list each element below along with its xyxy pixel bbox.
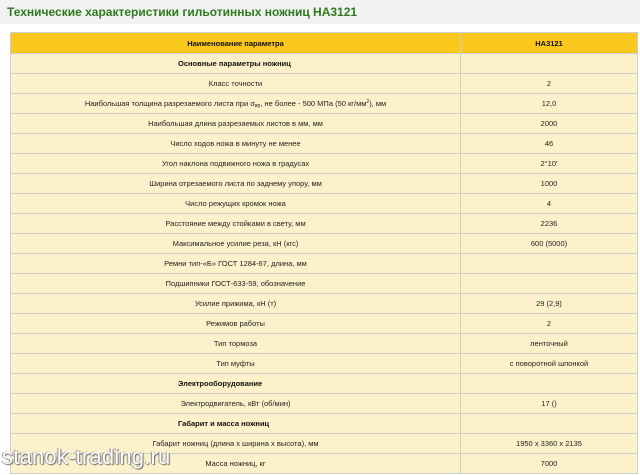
param-name-part: , не более - 500 МПа (50 кг/мм bbox=[260, 99, 367, 108]
param-name: Подшипники ГОСТ-633-59, обозначение bbox=[11, 274, 461, 294]
section-title: Габарит и масса ножниц bbox=[11, 414, 461, 434]
param-value: 2 bbox=[461, 74, 638, 94]
section-row-main-params bbox=[11, 54, 638, 74]
spec-table bbox=[10, 32, 638, 474]
param-name: Ремни тип-«Б» ГОСТ 1284-67, длина, мм bbox=[11, 254, 461, 274]
param-value: ленточный bbox=[461, 334, 638, 354]
table-row bbox=[11, 94, 638, 114]
table-row bbox=[11, 314, 638, 334]
table-row bbox=[11, 274, 638, 294]
table-row bbox=[11, 294, 638, 314]
param-name-part: Наибольшая толщина разрезаемого листа при σ bbox=[84, 99, 255, 108]
param-name: Максимальное усилие реза, кН (кгс) bbox=[11, 234, 461, 254]
table-row bbox=[11, 74, 638, 94]
section-title: Основные параметры ножниц bbox=[11, 54, 461, 74]
table-row bbox=[11, 114, 638, 134]
param-name: Тип тормоза bbox=[11, 334, 461, 354]
table-row bbox=[11, 174, 638, 194]
watermark: stanok-trading.ru bbox=[2, 444, 171, 469]
param-value: 29 (2,9) bbox=[461, 294, 638, 314]
param-name: Расстояние между стойками в свету, мм bbox=[11, 214, 461, 234]
param-value: 2236 bbox=[461, 214, 638, 234]
param-value bbox=[461, 254, 638, 274]
param-name: Число режущих кромок ножа bbox=[11, 194, 461, 214]
param-name-subscript: вр bbox=[254, 103, 261, 109]
param-name: Режимов работы bbox=[11, 314, 461, 334]
param-value: 46 bbox=[461, 134, 638, 154]
table-row bbox=[11, 134, 638, 154]
param-value: 7000 bbox=[461, 454, 638, 474]
param-name: Усилие прижима, кН (т) bbox=[11, 294, 461, 314]
param-name-part: ), мм bbox=[369, 99, 387, 108]
title-bar bbox=[0, 0, 640, 24]
table-header-row bbox=[11, 33, 638, 54]
table-row bbox=[11, 194, 638, 214]
param-value: 12,0 bbox=[461, 94, 638, 114]
param-value: с поворотной шпонкой bbox=[461, 354, 638, 374]
table-row bbox=[11, 154, 638, 174]
param-name: Тип муфты bbox=[11, 354, 461, 374]
table-row bbox=[11, 254, 638, 274]
table-row bbox=[11, 354, 638, 374]
header-parameter-name: Наименование параметра bbox=[11, 33, 461, 54]
table-row bbox=[11, 214, 638, 234]
param-value: 600 (5000) bbox=[461, 234, 638, 254]
param-name: Габарит ножниц (длина х ширина х высота), мм bbox=[11, 434, 461, 454]
param-name bbox=[11, 94, 461, 114]
param-value bbox=[461, 274, 638, 294]
param-name: Электродвигатель, кВт (об/мин) bbox=[11, 394, 461, 414]
section-value-empty bbox=[461, 54, 638, 74]
param-name-superscript: 2 bbox=[366, 99, 370, 105]
param-name: Угол наклона подвижного ножа в градусах bbox=[11, 154, 461, 174]
param-value: 4 bbox=[461, 194, 638, 214]
section-row-dimensions bbox=[11, 414, 638, 434]
param-name: Масса ножниц, кг bbox=[11, 454, 461, 474]
param-value: 1950 х 3360 х 2135 bbox=[461, 434, 638, 454]
section-value-empty bbox=[461, 414, 638, 434]
section-row-electrical bbox=[11, 374, 638, 394]
param-value: 2000 bbox=[461, 114, 638, 134]
table-row bbox=[11, 394, 638, 414]
param-value: 1000 bbox=[461, 174, 638, 194]
param-value: 2 bbox=[461, 314, 638, 334]
table-row bbox=[11, 334, 638, 354]
section-title: Электрооборудование bbox=[11, 374, 461, 394]
page-title: Технические характеристики гильотинных ножниц НА3121 bbox=[7, 5, 358, 19]
section-value-empty bbox=[461, 374, 638, 394]
header-model: НА3121 bbox=[461, 33, 638, 54]
param-name: Число ходов ножа в минуту не менее bbox=[11, 134, 461, 154]
param-name: Класс точности bbox=[11, 74, 461, 94]
table-row bbox=[11, 234, 638, 254]
param-name: Наибольшая длина разрезаемых листов в мм, мм bbox=[11, 114, 461, 134]
param-name: Ширина отрезаемого листа по заднему упору, мм bbox=[11, 174, 461, 194]
param-value: 2°10' bbox=[461, 154, 638, 174]
param-value: 17 () bbox=[461, 394, 638, 414]
